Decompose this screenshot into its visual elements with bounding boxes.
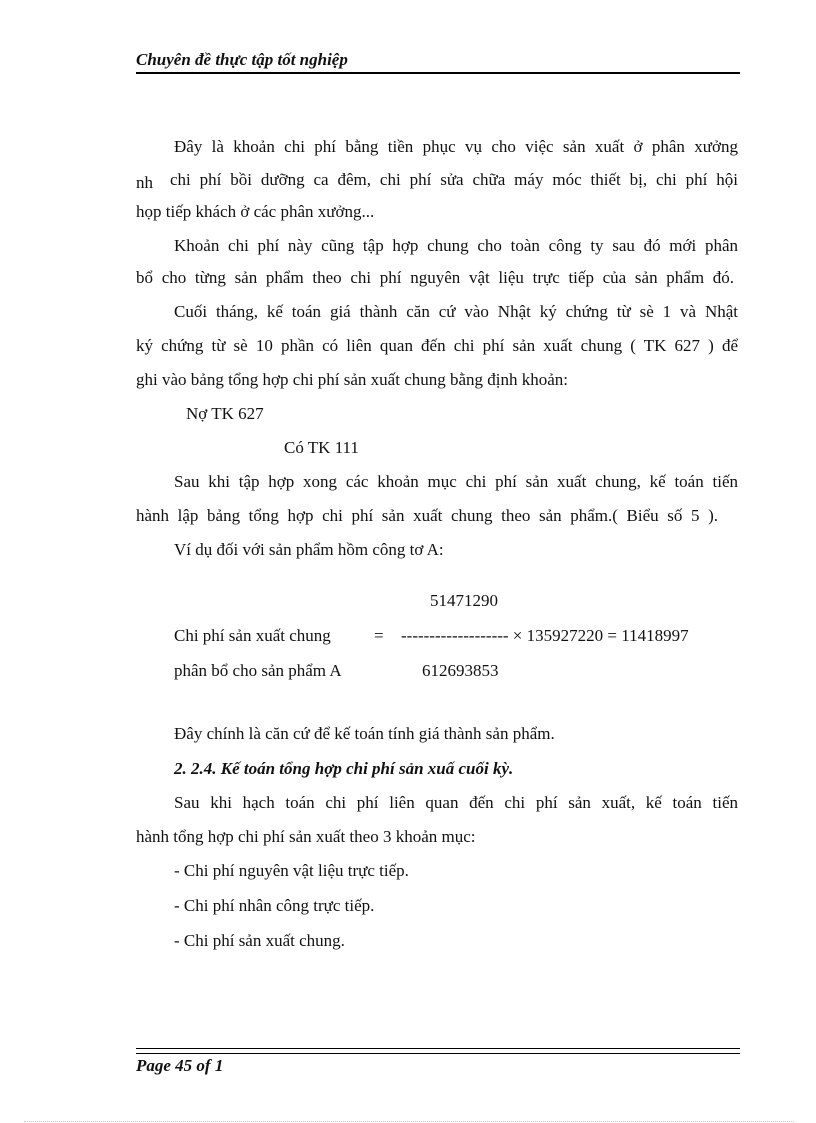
paragraph-3-line-1: Cuối tháng, kế toán giá thành căn cứ vào Nhật ký chứng từ sè 1 và Nhật: [174, 302, 738, 321]
paragraph-2-line-2: bổ cho từng sản phẩm theo chi phí nguyên vật liệu trực tiếp của sản phẩm đó.: [136, 268, 734, 287]
page-footer: [136, 1056, 223, 1076]
conclusion: Đây chính là căn cứ để kế toán tính giá thành sản phẩm.: [174, 724, 555, 743]
formula-denominator: 612693853: [422, 661, 499, 680]
formula-numerator: 51471290: [430, 591, 498, 610]
formula-label-1: Chi phí sản xuất chung: [174, 626, 331, 645]
section-heading: 2. 2.4. Kế toán tổng hợp chi phí sản xuấ cuối kỳ.: [174, 759, 514, 778]
paragraph-1-fragment: nh: [136, 173, 153, 192]
list-item: - Chi phí nhân công trực tiếp.: [174, 896, 375, 915]
journal-debit: Nợ TK 627: [186, 404, 264, 423]
paragraph-1-line-2: chi phí bồi dưỡng ca đêm, chi phí sửa chữa máy móc thiết bị, chi phí hội: [170, 170, 738, 189]
list-item: - Chi phí nguyên vật liệu trực tiếp.: [174, 861, 409, 880]
paragraph-5-line-2: hành tổng hợp chi phí sản xuất theo 3 khoản mục:: [136, 827, 476, 846]
paragraph-3-line-2: ký chứng từ sè 10 phần có liên quan đến chi phí sản xuất chung ( TK 627 ) để: [136, 336, 738, 355]
header-title: Chuyên đề thực tập tốt nghiệp: [136, 50, 348, 69]
footer-divider: [136, 1048, 740, 1054]
page-bottom-border: [24, 1121, 794, 1122]
list-item: - Chi phí sản xuất chung.: [174, 931, 345, 950]
paragraph-2-line-1: Khoản chi phí này cũng tập hợp chung cho toàn công ty sau đó mới phân: [174, 236, 738, 255]
paragraph-1-line-3: họp tiếp khách ở các phân xưởng...: [136, 202, 375, 221]
paragraph-3-line-3: ghi vào bảng tổng hợp chi phí sản xuất chung bằng định khoản:: [136, 370, 569, 389]
formula-equals: =: [374, 626, 384, 645]
formula-label-2: phân bổ cho sản phẩm A: [174, 661, 342, 680]
paragraph-5-line-1: Sau khi hạch toán chi phí liên quan đến chi phí sản xuất, kế toán tiến: [174, 793, 738, 812]
journal-credit: Có TK 111: [284, 438, 359, 457]
page-number: Page 45 of 1: [136, 1056, 224, 1075]
paragraph-4-line-2: hành lập bảng tổng hợp chi phí sản xuất chung theo sản phẩm.( Biểu số 5 ).: [136, 506, 718, 525]
paragraph-1-line-1: Đây là khoản chi phí bằng tiền phục vụ cho việc sản xuất ở phân xưởng: [174, 137, 738, 156]
formula-fraction-line: ------------------- × 135927220 = 11418997: [401, 626, 689, 645]
page-header: [136, 50, 740, 74]
paragraph-4-line-1: Sau khi tập hợp xong các khoản mục chi phí sản xuất chung, kế toán tiến: [174, 472, 738, 491]
example-intro: Ví dụ đối với sản phẩm hồm công tơ A:: [174, 540, 444, 559]
